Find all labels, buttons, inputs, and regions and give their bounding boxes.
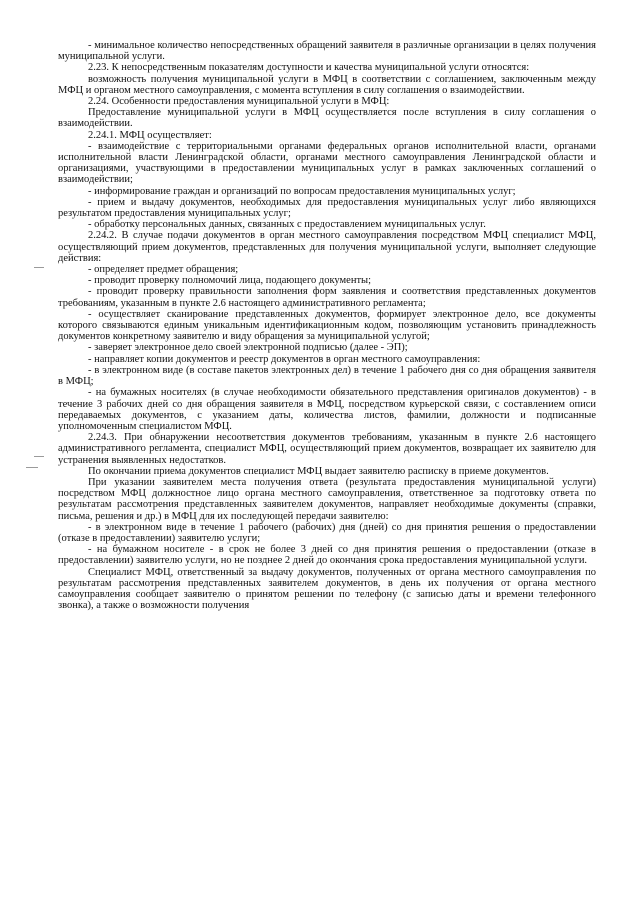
paragraph: возможность получения муниципальной услуги в МФЦ в соответствии с соглашением, заключенным между МФЦ и органом местного самоуправления, с момента вступления в силу соглашения о взаимодействии. xyxy=(58,73,596,96)
paragraph: - прием и выдачу документов, необходимых для предоставления муниципальных услуг либо являющихся результатом предоставления муниципальных услуг; xyxy=(58,196,596,220)
margin-mark xyxy=(34,456,44,457)
paragraph: - направляет копии документов и реестр документов в орган местного самоуправления: xyxy=(88,353,481,365)
paragraph: - проводит проверку правильности заполнения форм заявления и соответствия представленных документов требованиям, указанным в пункте 2.6 настоящего административного регламента; xyxy=(58,286,596,309)
paragraph: - информирование граждан и организаций по вопросам предоставления муниципальных услуг; xyxy=(88,185,516,197)
paragraph: - на бумажном носителе - в срок не более 3 дней со дня принятия решения о предоставлении (отказе в предоставлении) заявителю услуги, но не позднее 2 дней до окончания срока предоставления муниципальной услуги. xyxy=(58,544,596,567)
margin-mark xyxy=(26,467,38,468)
paragraph: - обработку персональных данных, связанных с предоставлением муниципальных услуг. xyxy=(88,219,486,231)
paragraph: Специалист МФЦ, ответственный за выдачу документов, полученных от органа местного самоуправления по результатам рассмотрения представленных заявителем документов, в день их получения от органа местного самоуправления сообщает заявителю о принятом решении по телефону (с записью даты и времени телефонного звонка), а также о возможности получения xyxy=(58,566,596,612)
paragraph: По окончании приема документов специалист МФЦ выдает заявителю расписку в приеме документов. xyxy=(88,465,549,477)
paragraph: - заверяет электронное дело своей электронной подписью (далее - ЭП); xyxy=(88,342,408,354)
paragraph: - осуществляет сканирование представленных документов, формирует электронное дело, все документы которого связываются единым уникальным идентификационным кодом, позволяющим установить принадлежность документов конкретному заявителю и виду обращения за муниципальной услугой; xyxy=(58,308,596,343)
margin-mark xyxy=(34,267,44,268)
document-body xyxy=(58,40,596,611)
paragraph: - в электронном виде (в составе пакетов электронных дел) в течение 1 рабочего дня со дня обращения заявителя в МФЦ; xyxy=(58,364,596,388)
paragraph: - проводит проверку полномочий лица, подающего документы; xyxy=(88,275,372,287)
paragraph: - в электронном виде в течение 1 рабочего (рабочих) дня (дней) со дня принятия решения о предоставлении (отказе в предоставлении) заявителю услуги; xyxy=(58,521,596,544)
paragraph: - взаимодействие с территориальными органами федеральных органов исполнительной власти, органами исполнительной власти Ленинградской области, органами местного самоуправления Ленинградской области и организациями, участвующими в предоставлении муниципальных услуг в рамках заключенных соглашений о взаимодействии; xyxy=(58,140,596,186)
paragraph: 2.24.3. При обнаружении несоответствия документов требованиям, указанным в пункте 2.6 настоящего административного регламента, специалист МФЦ, осуществляющий прием документов, возвращает их заявителю для устранения выявленных недостатков. xyxy=(58,432,596,466)
paragraph: 2.24.2. В случае подачи документов в орган местного самоуправления посредством МФЦ специалист МФЦ, осуществляющий прием документов, представленных для получения муниципальной услуги, выполняет следующие действия: xyxy=(58,230,596,264)
paragraph: 2.24. Особенности предоставления муниципальной услуги в МФЦ: xyxy=(88,96,390,108)
paragraph: Предоставление муниципальной услуги в МФЦ осуществляется после вступления в силу соглашения о взаимодействии. xyxy=(58,107,596,130)
paragraph: - минимальное количество непосредственных обращений заявителя в различные организации в целях получения муниципальной услуги. xyxy=(58,40,596,63)
paragraph: 2.23. К непосредственным показателям доступности и качества муниципальной услуги относятся: xyxy=(88,62,530,74)
paragraph: - на бумажных носителях (в случае необходимости обязательного представления оригиналов документов) - в течение 3 рабочих дней со дня обращения заявителя в МФЦ, посредством курьерской связи, с составлением описи передаваемых документов, с указанием даты, количества листов, фамилии, должности и подписанные уполномоченным специалистом МФЦ. xyxy=(58,387,596,432)
paragraph: При указании заявителем места получения ответа (результата предоставления муниципальной услуги) посредством МФЦ должностное лицо органа местного самоуправления, ответственное за подготовку ответа по результатам рассмотрения представленных заявителем документов, направляет необходимые документы (справки, письма, решения и др.) в МФЦ для их последующей передачи заявителю: xyxy=(58,476,596,522)
paragraph: 2.24.1. МФЦ осуществляет: xyxy=(88,129,212,141)
paragraph: - определяет предмет обращения; xyxy=(88,264,239,276)
